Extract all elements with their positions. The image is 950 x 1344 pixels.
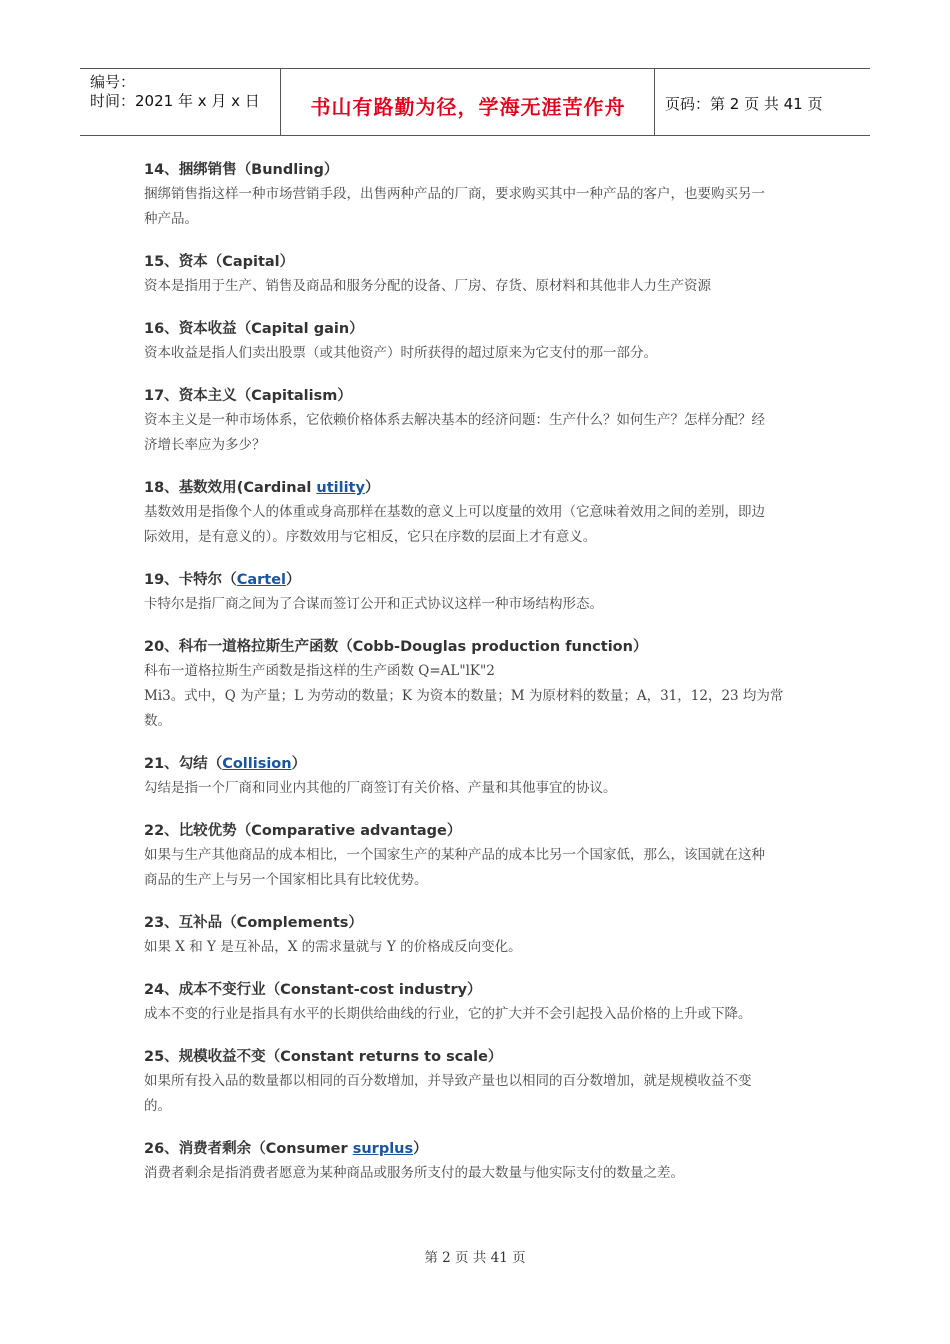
header-motto-cell bbox=[281, 69, 655, 135]
motto-text: 书山有路勤为径，学海无涯苦作舟 bbox=[310, 95, 626, 119]
page-info: 页码：第 2 页 共 41 页 bbox=[665, 95, 823, 113]
entry-english-term: （Bundling） bbox=[236, 162, 339, 178]
glossary-entry bbox=[144, 384, 810, 458]
entry-term-close: ） bbox=[413, 1141, 428, 1157]
glossary-entry bbox=[144, 476, 810, 550]
entry-number: 15、 bbox=[144, 254, 179, 270]
entry-definition-line: 商品的生产上与另一个国家相比具有比较优势。 bbox=[144, 872, 428, 888]
entry-definition-line: 济增长率应为多少？ bbox=[144, 437, 266, 453]
entry-definition-line: 卡特尔是指厂商之间为了合谋而签订公开和正式协议这样一种市场结构形态。 bbox=[144, 596, 603, 612]
entry-number: 24、 bbox=[144, 982, 179, 998]
glossary-entry bbox=[144, 978, 810, 1027]
glossary-entry bbox=[144, 317, 810, 366]
entry-term bbox=[144, 911, 810, 935]
entry-definition-line: 成本不变的行业是指具有水平的长期供给曲线的行业，它的扩大并不会引起投入品价格的上升或下降。 bbox=[144, 1006, 752, 1022]
entry-definition-line: 资本是指用于生产、销售及商品和服务分配的设备、厂房、存货、原材料和其他非人力生产资源 bbox=[144, 278, 711, 294]
entry-definition-line: 消费者剩余是指消费者愿意为某种商品或服务所支付的最大数量与他实际支付的数量之差。 bbox=[144, 1165, 684, 1181]
entry-number: 19、 bbox=[144, 572, 179, 588]
term-link[interactable]: Collision bbox=[222, 756, 292, 772]
glossary-entry bbox=[144, 1045, 810, 1119]
entry-number: 26、 bbox=[144, 1141, 179, 1157]
entry-english-term: （Capital gain） bbox=[236, 321, 364, 337]
entry-english-term: （Cobb-Douglas production function） bbox=[338, 639, 648, 655]
entry-english-term: （Comparative advantage） bbox=[236, 823, 462, 839]
entry-definition-line: 如果 X 和 Y 是互补品，X 的需求量就与 Y 的价格成反向变化。 bbox=[144, 939, 522, 955]
entry-term bbox=[144, 317, 810, 341]
glossary-entry bbox=[144, 1137, 810, 1186]
entry-chinese-term: 互补品 bbox=[178, 915, 223, 931]
entry-english-term: （ bbox=[222, 572, 237, 588]
glossary-entry bbox=[144, 911, 810, 960]
entry-definition-line: 基数效用是指像个人的体重或身高那样在基数的意义上可以度量的效用（它意味着效用之间的差别，即边 bbox=[144, 504, 765, 520]
entry-chinese-term: 资本 bbox=[178, 254, 208, 270]
entry-definition-line: 的。 bbox=[144, 1098, 171, 1114]
entry-english-term: (Cardinal bbox=[236, 480, 317, 496]
entry-term bbox=[144, 476, 810, 500]
entry-english-term: （Capitalism） bbox=[236, 388, 352, 404]
glossary-entry bbox=[144, 158, 810, 232]
entry-chinese-term: 科布一道格拉斯生产函数 bbox=[178, 639, 339, 655]
entry-term-close: ） bbox=[286, 572, 301, 588]
entry-english-term: （ bbox=[207, 756, 223, 772]
entry-definition-line: 如果所有投入品的数量都以相同的百分数增加，并导致产量也以相同的百分数增加，就是规模收益不变 bbox=[144, 1073, 752, 1089]
entry-definition-line: 资本主义是一种市场体系，它依赖价格体系去解决基本的经济问题：生产什么？如何生产？怎样分配？经 bbox=[144, 412, 765, 428]
glossary-entries bbox=[144, 158, 810, 1204]
entry-definition-line: 科布一道格拉斯生产函数是指这样的生产函数 Q=AL"lK"2 bbox=[144, 663, 495, 679]
entry-number: 18、 bbox=[144, 480, 179, 496]
entry-chinese-term: 成本不变行业 bbox=[178, 982, 266, 998]
entry-definition-line: 捆绑销售指这样一种市场营销手段，出售两种产品的厂商，要求购买其中一种产品的客户，也要购买另一 bbox=[144, 186, 765, 202]
glossary-entry bbox=[144, 568, 810, 617]
header-page-cell bbox=[655, 69, 870, 135]
entry-definition-line: 资本收益是指人们卖出股票（或其他资产）时所获得的超过原来为它支付的那一部分。 bbox=[144, 345, 657, 361]
entry-chinese-term: 勾结 bbox=[178, 756, 208, 772]
entry-definition-line: Mi3。式中，Q 为产量；L 为劳动的数量；K 为资本的数量；M 为原材料的数量；A，31，12，23 均为常 bbox=[144, 688, 784, 704]
entry-term bbox=[144, 250, 810, 274]
doc-time-label: 时间：2021 年 x 月 x 日 bbox=[90, 92, 260, 110]
entry-english-term: （Capital） bbox=[207, 254, 295, 270]
entry-term bbox=[144, 1137, 810, 1161]
entry-english-term: （Complements） bbox=[222, 915, 363, 931]
entry-definition-line: 数。 bbox=[144, 713, 171, 729]
header-meta-cell bbox=[80, 69, 281, 135]
entry-chinese-term: 资本收益 bbox=[178, 321, 237, 337]
entry-definition-line: 际效用，是有意义的）。序数效用与它相反，它只在序数的层面上才有意义。 bbox=[144, 529, 597, 545]
entry-english-term: （Constant-cost industry） bbox=[265, 982, 482, 998]
entry-number: 21、 bbox=[144, 756, 179, 772]
entry-english-term: （Constant returns to scale） bbox=[265, 1049, 503, 1065]
entry-chinese-term: 捆绑销售 bbox=[178, 162, 237, 178]
term-link[interactable]: Cartel bbox=[236, 572, 287, 588]
entry-number: 23、 bbox=[144, 915, 179, 931]
entry-definition-line: 种产品。 bbox=[144, 211, 198, 227]
entry-number: 16、 bbox=[144, 321, 179, 337]
page-footer: 第 2 页 共 41 页 bbox=[424, 1250, 526, 1266]
entry-chinese-term: 消费者剩余 bbox=[178, 1141, 252, 1157]
doc-number-label: 编号： bbox=[90, 73, 136, 91]
term-link[interactable]: utility bbox=[316, 480, 365, 496]
entry-chinese-term: 比较优势 bbox=[178, 823, 237, 839]
entry-term bbox=[144, 635, 810, 659]
glossary-entry bbox=[144, 250, 810, 299]
term-link[interactable]: surplus bbox=[352, 1141, 414, 1157]
entry-term bbox=[144, 978, 810, 1002]
entry-term bbox=[144, 158, 810, 182]
entry-chinese-term: 基数效用 bbox=[178, 480, 237, 496]
glossary-entry bbox=[144, 752, 810, 801]
entry-number: 20、 bbox=[144, 639, 179, 655]
entry-number: 14、 bbox=[144, 162, 179, 178]
entry-number: 22、 bbox=[144, 823, 179, 839]
entry-number: 25、 bbox=[144, 1049, 179, 1065]
entry-number: 17、 bbox=[144, 388, 179, 404]
entry-english-term: （Consumer bbox=[251, 1141, 353, 1157]
entry-term bbox=[144, 752, 810, 776]
glossary-entry bbox=[144, 819, 810, 893]
entry-term-close: ） bbox=[291, 756, 307, 772]
entry-term bbox=[144, 1045, 810, 1069]
entry-definition-line: 如果与生产其他商品的成本相比，一个国家生产的某种产品的成本比另一个国家低，那么，该国就在这种 bbox=[144, 847, 765, 863]
entry-term bbox=[144, 568, 810, 592]
header-table bbox=[80, 68, 870, 136]
entry-term bbox=[144, 384, 810, 408]
entry-chinese-term: 资本主义 bbox=[178, 388, 237, 404]
glossary-entry bbox=[144, 635, 810, 734]
entry-term-close: ） bbox=[364, 480, 380, 496]
entry-chinese-term: 卡特尔 bbox=[178, 572, 223, 588]
entry-chinese-term: 规模收益不变 bbox=[178, 1049, 266, 1065]
entry-term bbox=[144, 819, 810, 843]
entry-definition-line: 勾结是指一个厂商和同业内其他的厂商签订有关价格、产量和其他事宜的协议。 bbox=[144, 780, 617, 796]
